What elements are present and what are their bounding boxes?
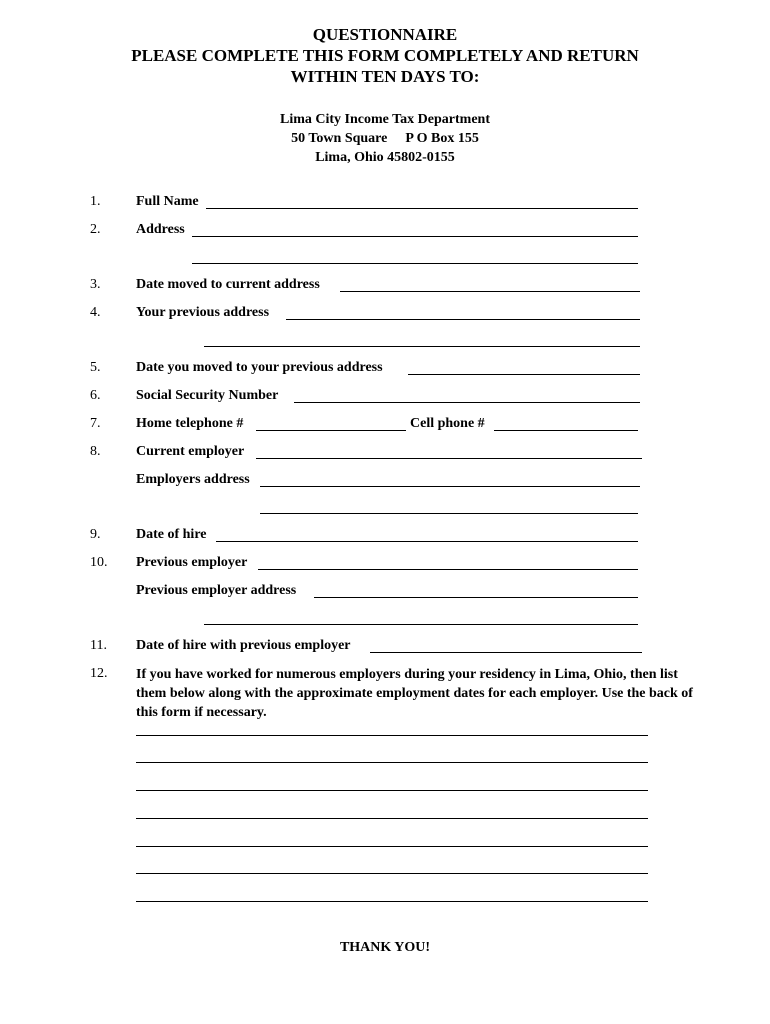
previous-employer-address-label: Previous employer address <box>136 583 297 598</box>
home-phone-field[interactable] <box>256 430 406 431</box>
employer-address-label: Employers address <box>136 472 250 487</box>
recipient-city: Lima, Ohio 45802-0155 <box>315 150 455 165</box>
current-employer-field[interactable] <box>256 458 642 459</box>
previous-employer-field[interactable] <box>258 569 638 570</box>
question-number: 2. <box>90 222 101 237</box>
employment-history-line-4[interactable] <box>136 818 648 819</box>
recipient-name: Lima City Income Tax Department <box>280 112 490 127</box>
recipient-address <box>0 110 770 167</box>
cell-phone-label: Cell phone # <box>410 416 485 431</box>
question-number: 11. <box>90 638 107 653</box>
employment-history-line-3[interactable] <box>136 790 648 791</box>
form-instruction-line-2: WITHIN TEN DAYS TO: <box>290 67 480 86</box>
question-number: 7. <box>90 416 101 431</box>
full-name-label: Full Name <box>136 194 199 209</box>
question-number: 5. <box>90 360 101 375</box>
previous-employer-address-field-line-2[interactable] <box>204 624 638 625</box>
previous-address-field-line-1[interactable] <box>286 319 640 320</box>
previous-employer-address-field-line-1[interactable] <box>314 597 638 598</box>
previous-hire-date-field[interactable] <box>370 652 642 653</box>
question-number: 9. <box>90 527 101 542</box>
cell-phone-field[interactable] <box>494 430 638 431</box>
current-employer-label: Current employer <box>136 444 245 459</box>
date-moved-previous-label: Date you moved to your previous address <box>136 360 383 375</box>
question-number: 10. <box>90 555 108 570</box>
employment-history-line-1[interactable] <box>136 735 648 736</box>
form-header <box>0 24 770 87</box>
question-number: 12. <box>90 666 108 681</box>
date-of-hire-field[interactable] <box>216 541 638 542</box>
previous-employer-label: Previous employer <box>136 555 248 570</box>
employment-history-line-2[interactable] <box>136 762 648 763</box>
previous-address-field-line-2[interactable] <box>204 346 640 347</box>
question-number: 6. <box>90 388 101 403</box>
employment-history-line-6[interactable] <box>136 873 648 874</box>
date-moved-current-label: Date moved to current address <box>136 277 320 292</box>
address-field-line-2[interactable] <box>192 263 638 264</box>
question-number: 8. <box>90 444 101 459</box>
home-phone-label: Home telephone # <box>136 416 244 431</box>
previous-hire-date-label: Date of hire with previous employer <box>136 638 351 653</box>
ssn-field[interactable] <box>294 402 640 403</box>
form-instruction-line-1: PLEASE COMPLETE THIS FORM COMPLETELY AND RETURN <box>131 46 639 65</box>
address-label: Address <box>136 222 185 237</box>
address-field-line-1[interactable] <box>192 236 638 237</box>
employment-history-instructions: If you have worked for numerous employers during your residency in Lima, Ohio, then list them below along with the approximate employment dates for each employer. Use the back of this form if necessary. <box>136 667 693 720</box>
recipient-street-line <box>0 129 770 148</box>
date-moved-current-field[interactable] <box>340 291 640 292</box>
employer-address-field-line-2[interactable] <box>260 513 638 514</box>
employer-address-field-line-1[interactable] <box>260 486 640 487</box>
date-moved-previous-field[interactable] <box>408 374 640 375</box>
previous-address-label: Your previous address <box>136 305 270 320</box>
question-number: 4. <box>90 305 101 320</box>
recipient-pobox: P O Box 155 <box>405 131 479 146</box>
ssn-label: Social Security Number <box>136 388 279 403</box>
form-title: QUESTIONNAIRE <box>312 25 458 44</box>
date-of-hire-label: Date of hire <box>136 527 207 542</box>
question-number: 3. <box>90 277 101 292</box>
employment-history-line-5[interactable] <box>136 846 648 847</box>
employment-history-line-7[interactable] <box>136 901 648 902</box>
recipient-street: 50 Town Square <box>291 131 388 146</box>
full-name-field[interactable] <box>206 208 638 209</box>
question-number: 1. <box>90 194 101 209</box>
thank-you-note: THANK YOU! <box>339 940 431 955</box>
